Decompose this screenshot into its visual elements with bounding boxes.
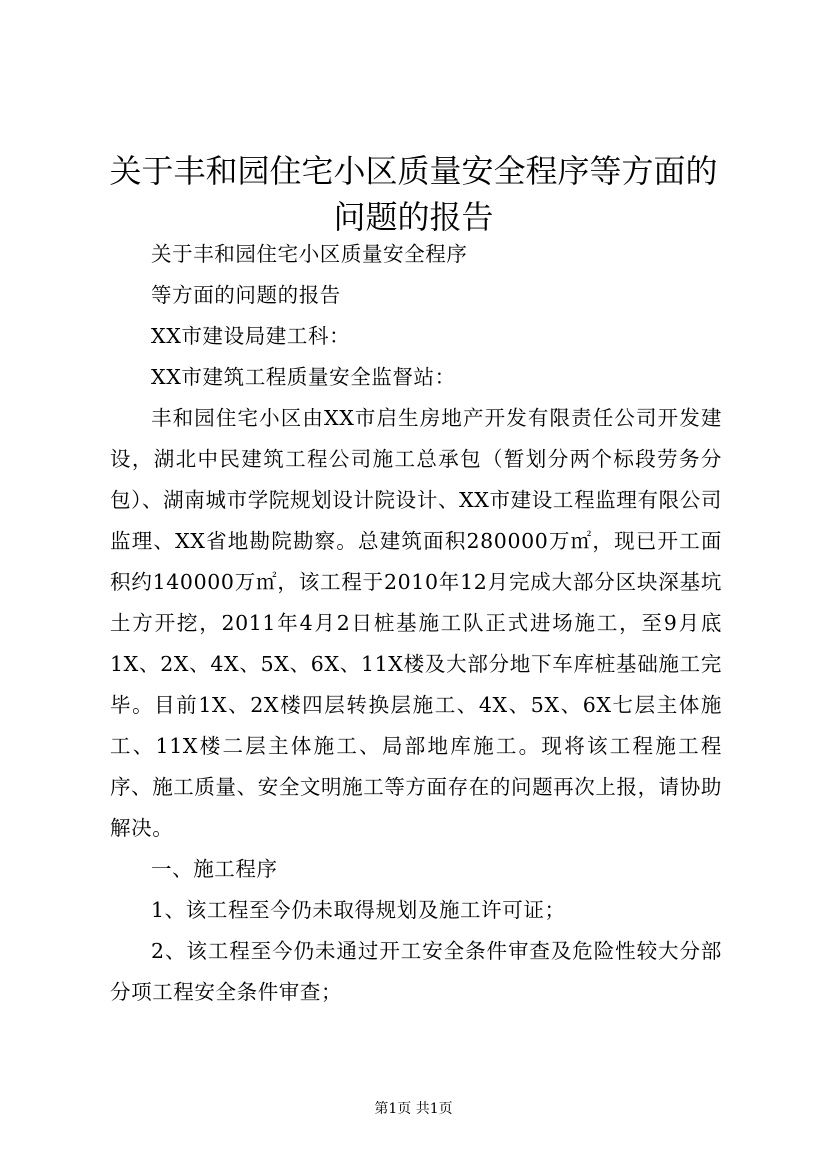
list-item-2: 2、该工程至今仍未通过开工安全条件审查及危险性较大分部分项工程安全条件审查； [110,939,722,1004]
paragraph-addressee-2: XX市建筑工程质量安全监督站： [151,365,456,389]
page-footer: 第1页 共1页 [374,1101,453,1117]
paragraph-subject-line-2: 等方面的问题的报告 [151,283,341,307]
paragraph-project-overview: 丰和园住宅小区由XX市启生房地产开发有限责任公司开发建设，湖北中民建筑工程公司施工总承包（暂划分两个标段劳务分包）、湖南城市学院规划设计院设计、XX市建设工程监理有限公司监理、XX省地勘院勘察。总建筑面积280000万㎡，现已开工面积约140000万㎡，该工程于2010年12月完成大部分区块深基坑土方开挖，2011年4月2日桩基施工队正式进场施工，至9月底1X、2X、4X、5X、6X、11X楼及大部分地下车库桩基础施工完毕。目前1X、2X楼四层转换层施工、4X、5X、6X七层主体施工、11X楼二层主体施工、局部地库施工。现将该工程施工程序、施工质量、安全文明施工等方面存在的问题再次上报，请协助解决。 [110,406,722,840]
section-heading-construction-procedure: 一、施工程序 [151,857,278,881]
document-body [110,234,722,1013]
paragraph-addressee-1: XX市建设局建工科： [151,324,351,348]
document-title: 关于丰和园住宅小区质量安全程序等方面的问题的报告 [109,152,718,236]
paragraph-subject-line-1: 关于丰和园住宅小区质量安全程序 [151,242,468,266]
list-item-1: 1、该工程至今仍未取得规划及施工许可证； [151,898,566,922]
